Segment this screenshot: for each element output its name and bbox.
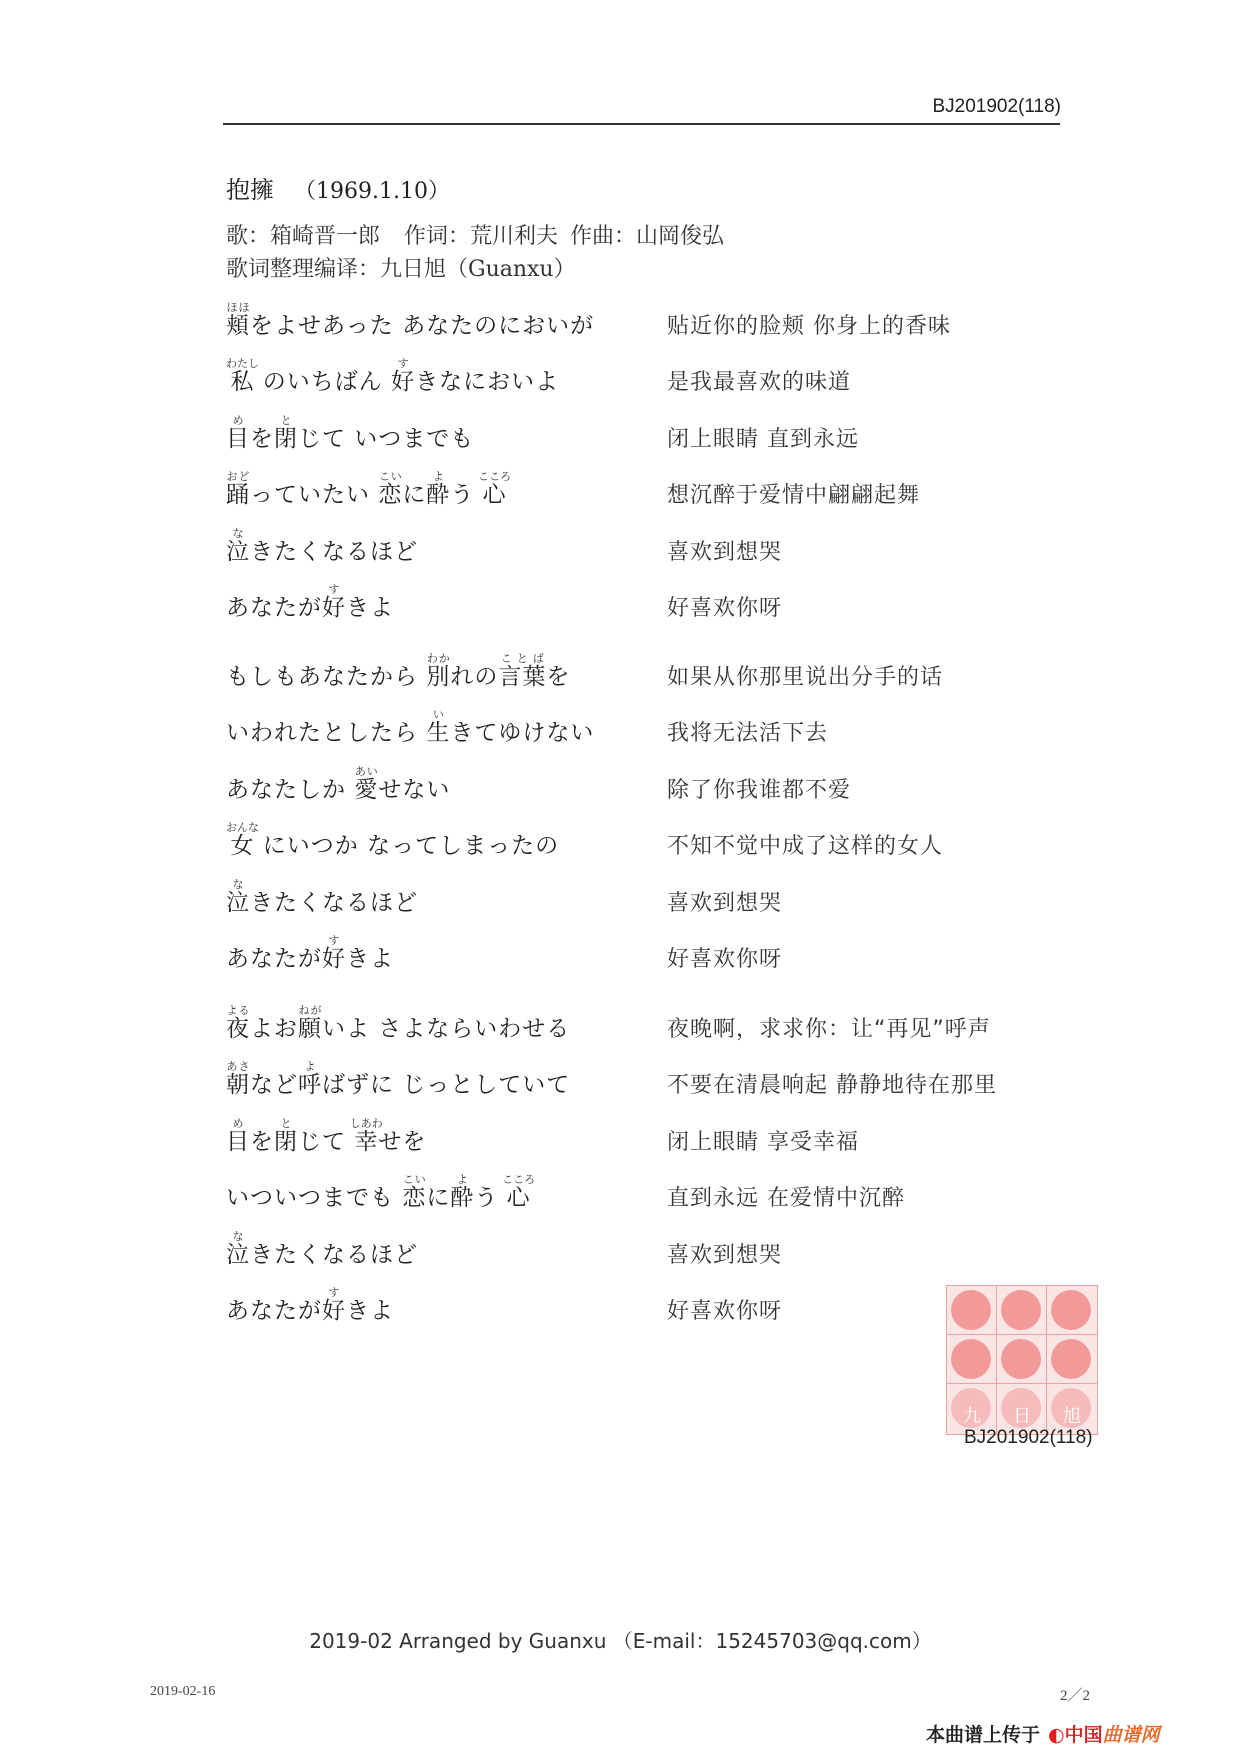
furigana-word: 好す [322,583,346,621]
lyric-text: あなたが [226,946,322,972]
lyric-row [226,1220,1086,1277]
lyric-japanese [226,934,394,973]
lyric-row [226,1107,1086,1164]
furigana: ことば [498,651,547,665]
lyric-text: いわれたとしたら [226,720,427,746]
furigana: あさ [226,1060,250,1073]
credits-line-1 [226,220,724,253]
lyric-chinese: 不要在清晨响起 静静地待在那里 [667,1073,997,1098]
seal-dot [1051,1290,1091,1330]
seal-dot [951,1290,991,1330]
lyric-chinese: 我将无法活下去 [667,721,829,746]
lyric-row [226,517,1086,574]
lyric-text: きよ [346,946,394,972]
furigana: しあわ [349,1116,383,1130]
lyric-text: をよせあった あなたのにおいが [250,312,595,339]
furigana-word: 別わか [426,651,451,690]
lyric-row [226,404,1086,461]
lyric-row [226,994,1086,1051]
lyric-text: よお [250,1015,298,1042]
lyric-japanese [226,1286,394,1325]
furigana-word: 朝あさ [226,1060,250,1098]
furigana-word: 酔よ [450,1173,475,1211]
lyric-row [226,868,1086,925]
song-title: 抱擁 [226,176,274,204]
lyric-text: など [250,1072,298,1098]
furigana-word: 閉と [274,1116,298,1155]
furigana: す [322,1286,346,1299]
stanza [226,642,1086,981]
seal-char: 日 [1013,1406,1031,1427]
lyric-chinese: 如果从你那里说出分手的话 [667,664,944,690]
furigana-word: 好す [322,934,346,972]
furigana-word: 心こころ [502,1173,536,1211]
lyric-text: にいつか なってしまったの [254,833,560,859]
lyric-text: っていたい [250,482,379,508]
seal-dot [1051,1339,1091,1379]
footer-arranged: 2019-02 Arranged by Guanxu （E-mail：15245703@qq.com） [309,1629,932,1653]
credit-lyricist: 作词：荒川利夫 [404,224,559,249]
furigana-word: 泣な [226,877,250,916]
seal-stamp [946,1285,1098,1435]
furigana-word: 愛あい [354,764,379,803]
lyric-row [226,699,1086,756]
furigana: こころ [478,470,512,483]
furigana: こい [402,1173,427,1186]
lyric-japanese [226,878,418,917]
lyric-japanese [226,583,394,622]
lyric-chinese: 喜欢到想哭 [667,539,783,565]
furigana-word: 目め [226,413,250,452]
furigana-word: 心こころ [478,470,512,508]
lyric-japanese [226,357,559,396]
lyric-text: う [450,482,483,508]
lyric-japanese [226,1060,570,1099]
lyric-text: う [474,1185,507,1211]
upload-text: 本曲谱上传于 [926,1724,1041,1746]
site-logo-icon: ◐ [1048,1724,1065,1746]
furigana-word: 恋こい [402,1173,427,1211]
lyric-chinese: 好喜欢你呀 [667,947,783,972]
lyric-text: きたくなるほど [250,538,418,565]
furigana: す [322,583,346,596]
furigana-word: 願ねが [298,1003,322,1042]
stanza [226,994,1086,1333]
upload-notice [926,1720,1160,1747]
header-rule [223,123,1060,125]
lyric-japanese [226,470,511,509]
furigana-word: 泣な [226,1229,250,1268]
furigana-word: 好す [391,357,416,395]
credits-line-2: 歌词整理编译：九日旭（Guanxu） [226,257,576,282]
lyric-text: きなにおいよ [415,369,560,395]
furigana-word: 私わたし [226,357,259,395]
lyric-text: を [546,663,571,690]
lyric-row [226,1164,1086,1221]
lyric-text: を [250,425,274,452]
lyric-row [226,812,1086,869]
lyric-text: じて いつまでも [298,425,475,452]
furigana-word: 言葉ことば [498,651,547,690]
lyric-japanese [226,708,594,747]
lyric-japanese [226,1004,570,1043]
lyric-row [226,348,1086,405]
lyric-chinese: 喜欢到想哭 [667,1242,783,1268]
lyric-row [226,461,1086,518]
lyric-text: きよ [346,1298,394,1324]
lyric-japanese [226,1173,535,1212]
furigana-word: 目め [226,1116,250,1155]
furigana: こころ [502,1173,536,1186]
lyric-text: れの [450,663,499,690]
furigana: め [226,413,250,427]
lyric-chinese: 除了你我谁都不爱 [667,777,852,803]
seal-dot [1001,1339,1041,1379]
lyric-text: ばずに じっとしていて [322,1072,571,1098]
seal-char: 九 [963,1406,981,1427]
lyric-text: いよ さよならいわせる [322,1015,571,1042]
furigana: と [274,413,298,427]
lyric-text: もしもあなたから [226,663,427,690]
lyric-row [226,574,1086,631]
lyric-row [226,755,1086,812]
seal-dot [1001,1290,1041,1330]
lyric-text: きてゆけない [450,720,595,746]
furigana-word: 生い [426,708,451,746]
lyric-japanese [226,414,474,453]
lyric-japanese [226,1230,418,1269]
furigana: な [226,877,250,891]
lyric-chinese: 闭上眼睛 直到永远 [667,426,859,452]
lyric-text: を [250,1128,274,1155]
lyric-text: いついつまでも [226,1185,403,1211]
lyric-japanese [226,652,570,691]
lyric-chinese: 直到永远 在爱情中沉醉 [667,1186,905,1211]
lyric-row [226,642,1086,699]
furigana: な [226,1229,250,1243]
lyric-text: せない [378,776,451,803]
lyric-text: に [426,1185,451,1211]
song-date: （1969.1.10） [294,179,450,204]
furigana: よる [226,1003,250,1017]
doc-id: BJ201902(118) [932,96,1061,117]
furigana-word: 恋こい [378,470,403,508]
lyric-row [226,1051,1086,1108]
furigana: わたし [226,357,259,370]
lyric-japanese [226,527,418,566]
site-logo-part1: 中国 [1064,1724,1103,1746]
lyric-text: に [402,482,427,508]
lyric-text: じて [298,1128,355,1155]
lyric-japanese [226,765,450,804]
lyric-japanese [226,1117,426,1156]
seal-doc-id: BJ201902(118) [964,1427,1093,1448]
furigana-word: 女おんな [226,821,259,859]
furigana: ほほ [226,300,250,314]
lyric-chinese: 闭上眼睛 享受幸福 [667,1129,859,1155]
furigana-word: 泣な [226,526,250,565]
furigana: め [226,1116,250,1130]
furigana: わか [426,651,451,665]
lyric-chinese: 好喜欢你呀 [667,596,783,621]
lyric-text: あなたが [226,595,322,621]
lyric-text: のいちばん [254,369,392,395]
lyric-text: あなたしか [226,776,355,803]
furigana: な [226,526,250,540]
stanza [226,291,1086,630]
furigana: す [391,357,416,370]
credit-singer: 歌：箱崎晋一郎 [226,224,381,249]
furigana: よ [426,470,451,483]
furigana-word: 呼よ [298,1060,322,1098]
lyric-chinese: 喜欢到想哭 [667,890,783,916]
page-number: 2／2 [1060,1688,1091,1704]
lyric-text: きたくなるほど [250,889,418,916]
furigana-word: 頬ほほ [226,300,250,339]
lyric-chinese: 是我最喜欢的味道 [667,370,852,395]
lyric-text: きよ [346,595,394,621]
credits [226,220,724,286]
furigana-word: 閉と [274,413,298,452]
credit-composer: 作曲：山岡俊弘 [570,224,725,249]
furigana: す [322,934,346,947]
furigana: ねが [298,1003,322,1017]
seal-chars [947,1402,1097,1428]
furigana: と [274,1116,298,1130]
furigana-word: 好す [322,1286,346,1324]
furigana: よ [298,1060,322,1073]
furigana: あい [354,764,379,778]
lyric-japanese [226,301,594,340]
lyric-chinese: 贴近你的脸颊 你身上的香味 [667,313,951,339]
seal-char: 旭 [1063,1406,1081,1427]
furigana: よ [450,1173,475,1186]
lyric-text: せを [378,1128,427,1155]
furigana-word: 夜よる [226,1003,250,1042]
lyric-chinese: 不知不觉中成了这样的女人 [667,834,944,859]
furigana: い [426,708,451,721]
lyric-chinese: 好喜欢你呀 [667,1299,783,1324]
furigana: こい [378,470,403,483]
song-title-line [226,170,450,205]
lyric-text: あなたが [226,1298,322,1324]
furigana: おど [226,470,250,483]
lyric-row [226,291,1086,348]
lyric-japanese [226,821,559,860]
lyric-chinese: 夜晚啊，求求你：让“再见”呼声 [667,1016,991,1042]
lyric-chinese: 想沉醉于爱情中翩翩起舞 [667,483,921,508]
furigana-word: 酔よ [426,470,451,508]
lyric-text: きたくなるほど [250,1241,418,1268]
seal-dot [951,1339,991,1379]
footer-date: 2019-02-16 [150,1684,216,1699]
furigana-word: 踊おど [226,470,250,508]
furigana: おんな [226,821,259,834]
site-logo-part2: 曲谱网 [1102,1724,1160,1746]
lyric-row [226,925,1086,982]
furigana-word: 幸しあわ [349,1116,383,1155]
